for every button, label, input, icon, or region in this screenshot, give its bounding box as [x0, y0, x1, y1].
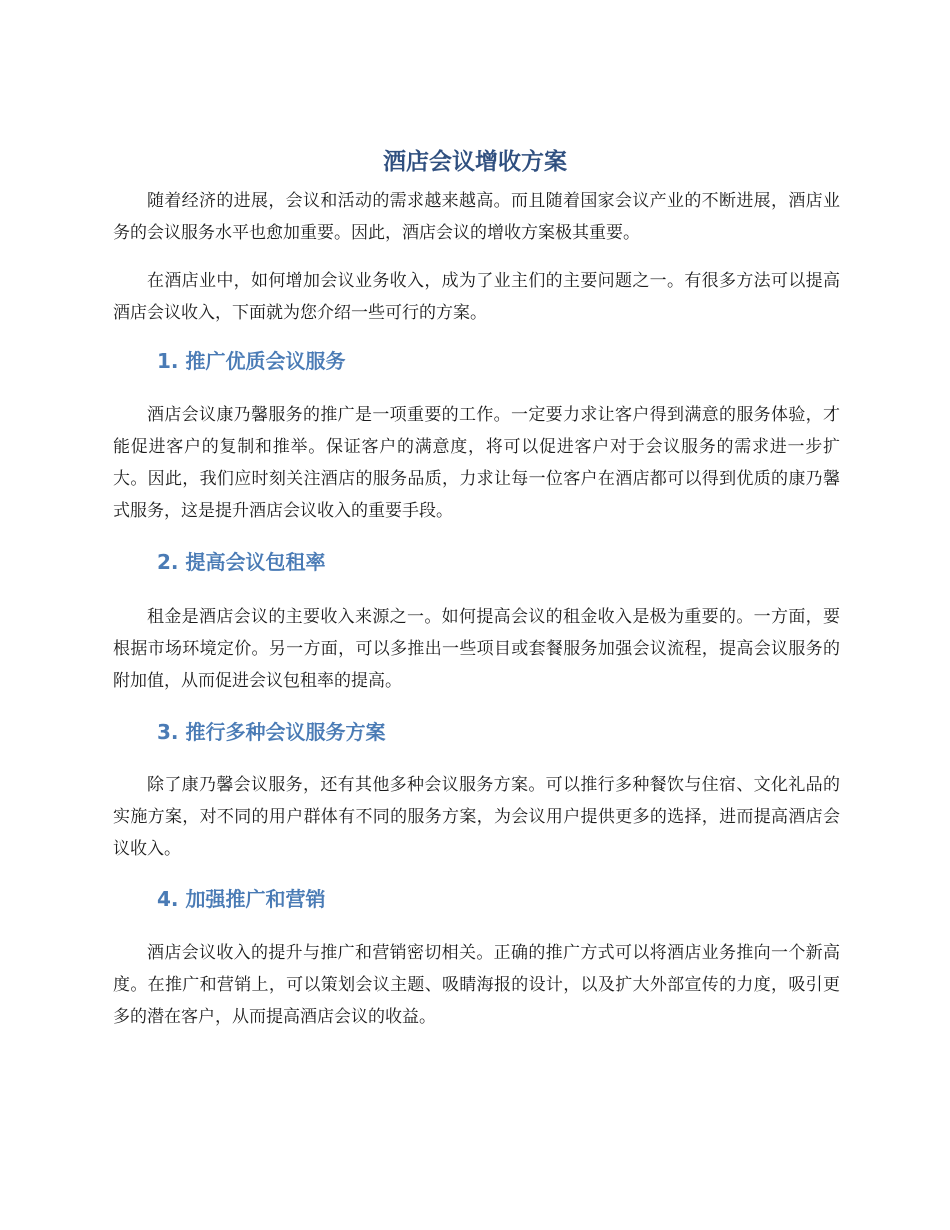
document-title: 酒店会议增收方案: [383, 149, 567, 175]
section-body-3: 除了康乃馨会议服务，还有其他多种会议服务方案。可以推行多种餐饮与住宿、文化礼品的实施方案，对不同的用户群体有不同的服务方案，为会议用户提供更多的选择，进而提高酒店会议收入。: [113, 775, 840, 859]
section-heading-4: 4. 加强推广和营销: [157, 887, 326, 911]
section-body-4: 酒店会议收入的提升与推广和营销密切相关。正确的推广方式可以将酒店业务推向一个新高度。在推广和营销上，可以策划会议主题、吸睛海报的设计，以及扩大外部宣传的力度，吸引更多的潜在客户，从而提高酒店会议的收益。: [113, 943, 840, 1027]
intro-paragraph-1: 随着经济的进展，会议和活动的需求越来越高。而且随着国家会议产业的不断进展，酒店业务的会议服务水平也愈加重要。因此，酒店会议的增收方案极其重要。: [113, 191, 840, 243]
section-body-1: 酒店会议康乃馨服务的推广是一项重要的工作。一定要力求让客户得到满意的服务体验，才能促进客户的复制和推举。保证客户的满意度，将可以促进客户对于会议服务的需求进一步扩大。因此，我们应时刻关注酒店的服务品质，力求让每一位客户在酒店都可以得到优质的康乃馨式服务，这是提升酒店会议收入的重要手段。: [113, 405, 840, 521]
intro-paragraph-2: 在酒店业中，如何增加会议业务收入，成为了业主们的主要问题之一。有很多方法可以提高酒店会议收入，下面就为您介绍一些可行的方案。: [113, 271, 840, 323]
section-heading-3: 3. 推行多种会议服务方案: [157, 720, 386, 744]
section-heading-2: 2. 提高会议包租率: [157, 550, 326, 574]
section-body-2: 租金是酒店会议的主要收入来源之一。如何提高会议的租金收入是极为重要的。一方面，要根据市场环境定价。另一方面，可以多推出一些项目或套餐服务加强会议流程，提高会议服务的附加值，从而促进会议包租率的提高。: [113, 607, 840, 691]
section-heading-1: 1. 推广优质会议服务: [157, 349, 346, 373]
